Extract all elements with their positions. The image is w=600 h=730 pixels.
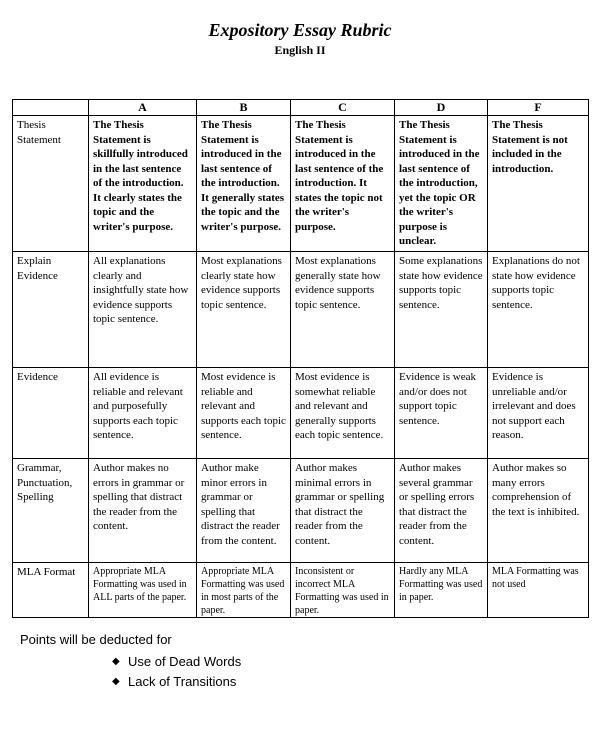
rubric-cell: The Thesis Statement is introduced in the last sentence of the introduction. It states the topic not the writer's purpose. — [291, 116, 395, 252]
rubric-cell: Explanations do not state how evidence supports topic sentence. — [488, 252, 589, 368]
rubric-cell: MLA Formatting was not used — [488, 563, 589, 618]
list-item-label: Lack of Transitions — [128, 673, 237, 689]
rubric-cell: Evidence is weak and/or does not support topic sentence. — [395, 368, 488, 459]
rubric-cell: The Thesis Statement is skillfully introduced in the last sentence of the introduction. It clearly states the topic and the writer's purpose. — [89, 116, 197, 252]
diamond-bullet-icon: ◆ — [112, 675, 120, 687]
header-cell-c: C — [291, 100, 395, 116]
rubric-cell: The Thesis Statement is introduced in the last sentence of the introduction, yet the topic OR the writer's purpose is unclear. — [395, 116, 488, 252]
rubric-cell: Evidence is unreliable and/or irrelevant and does not support each reason. — [488, 368, 589, 459]
document-subtitle: English II — [274, 43, 326, 57]
rubric-cell: Hardly any MLA Formatting was used in paper. — [395, 563, 488, 618]
rubric-cell: Appropriate MLA Formatting was used in most parts of the paper. — [197, 563, 291, 618]
rubric-cell: Most evidence is reliable and relevant and supports each topic sentence. — [197, 368, 291, 459]
list-item — [112, 671, 241, 691]
rubric-cell: All evidence is reliable and relevant and purposefully supports each topic sentence. — [89, 368, 197, 459]
rubric-cell: Some explanations state how evidence supports topic sentence. — [395, 252, 488, 368]
deductions-heading: Points will be deducted for — [20, 632, 172, 647]
document-title: Expository Essay Rubric — [208, 20, 392, 40]
rubric-cell: Author makes so many errors comprehension of the text is inhibited. — [488, 459, 589, 563]
rubric-cell: Author makes several grammar or spelling errors that distract the reader from the content. — [395, 459, 488, 563]
rubric-cell: The Thesis Statement is introduced in the last sentence of the introduction. It generally states the topic and the writer's purpose. — [197, 116, 291, 252]
rubric-cell: Most explanations clearly state how evidence supports topic sentence. — [197, 252, 291, 368]
deductions-list — [112, 651, 241, 691]
rubric-cell: Author makes minimal errors in grammar or spelling that distract the reader from the content. — [291, 459, 395, 563]
table-row — [13, 563, 589, 618]
header-cell-d: D — [395, 100, 488, 116]
criterion-cell: Evidence — [13, 368, 89, 459]
table-row — [13, 252, 589, 368]
header-cell-empty — [13, 100, 89, 116]
criterion-cell: Thesis Statement — [13, 116, 89, 252]
diamond-bullet-icon: ◆ — [112, 655, 120, 667]
rubric-cell: Inconsistent or incorrect MLA Formatting was used in paper. — [291, 563, 395, 618]
rubric-cell: The Thesis Statement is not included in the introduction. — [488, 116, 589, 252]
rubric-cell: Most explanations generally state how evidence supports topic sentence. — [291, 252, 395, 368]
header-row — [13, 100, 589, 116]
list-item-label: Use of Dead Words — [128, 653, 242, 669]
rubric-cell: Appropriate MLA Formatting was used in ALL parts of the paper. — [89, 563, 197, 618]
header-cell-a: A — [89, 100, 197, 116]
criterion-cell: Explain Evidence — [13, 252, 89, 368]
criterion-cell: MLA Format — [13, 563, 89, 618]
header-cell-b: B — [197, 100, 291, 116]
table-row — [13, 116, 589, 252]
rubric-cell: Most evidence is somewhat reliable and relevant and generally supports each topic sentence. — [291, 368, 395, 459]
table-row — [13, 459, 589, 563]
list-item — [112, 651, 241, 671]
criterion-cell: Grammar, Punctuation, Spelling — [13, 459, 89, 563]
rubric-cell: Author make minor errors in grammar or spelling that distract the reader from the content. — [197, 459, 291, 563]
rubric-cell: Author makes no errors in grammar or spelling that distract the reader from the content. — [89, 459, 197, 563]
rubric-cell: All explanations clearly and insightfully state how evidence supports topic sentence. — [89, 252, 197, 368]
rubric-table — [12, 99, 589, 618]
header-cell-f: F — [488, 100, 589, 116]
table-row — [13, 368, 589, 459]
